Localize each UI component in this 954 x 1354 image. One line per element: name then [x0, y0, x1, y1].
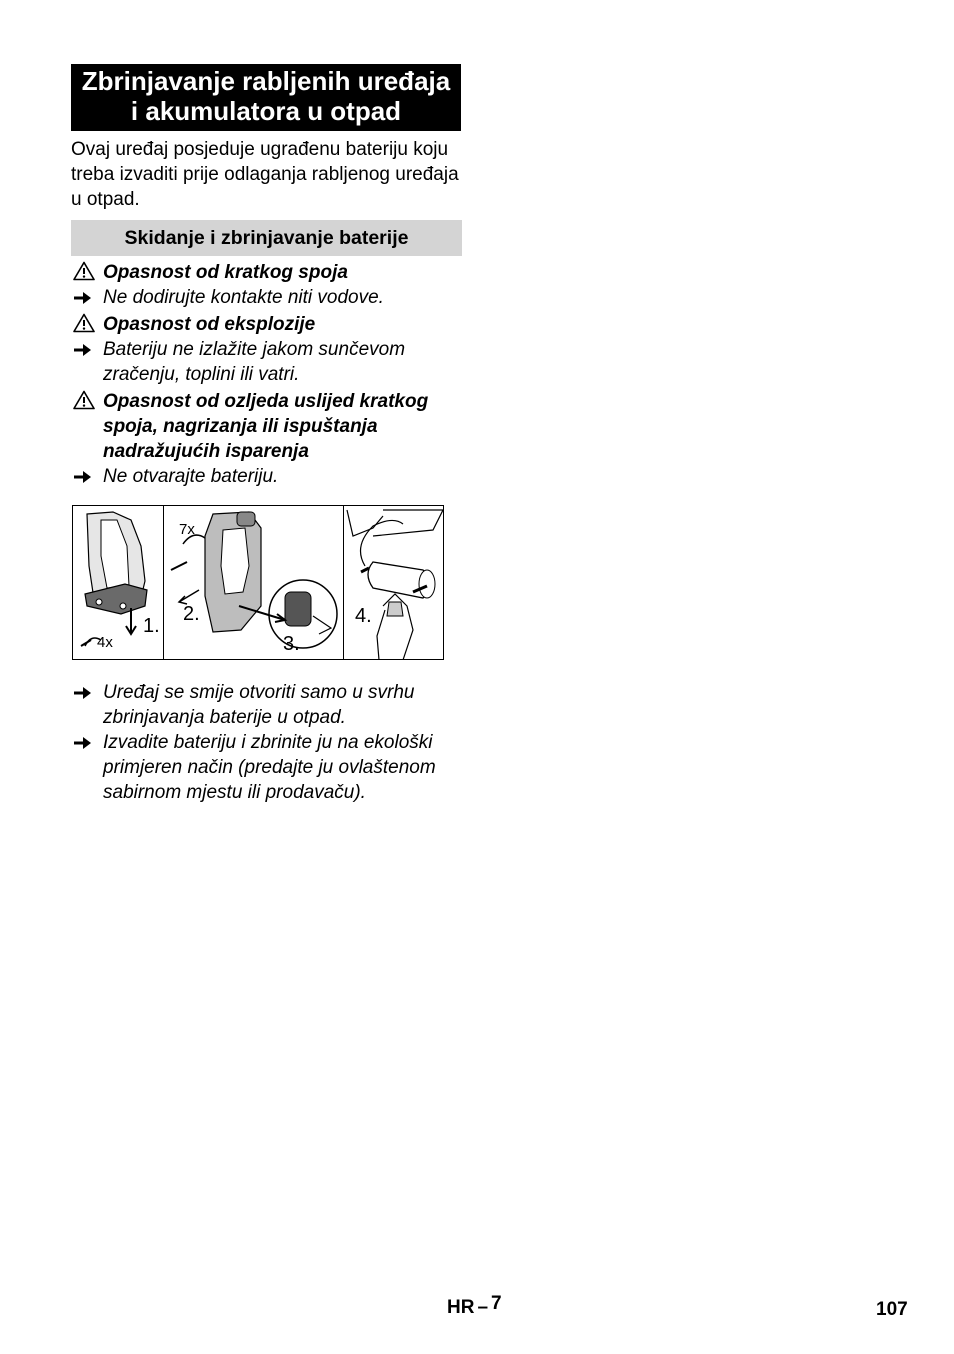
instruction-list: [71, 680, 461, 805]
page-number: 107: [876, 1299, 908, 1320]
section-heading: Skidanje i zbrinjavanje baterije: [71, 220, 462, 256]
warning-text: Opasnost od eksplozije: [103, 314, 316, 335]
instruction-list: [71, 260, 461, 489]
figure-illustration: [73, 506, 443, 659]
arrow-right-icon: [71, 464, 103, 489]
arrow-right-icon: [71, 680, 103, 730]
figure-step-label: 1.: [143, 615, 160, 637]
footer-dash: –: [477, 1297, 489, 1318]
warning-item: [71, 312, 461, 337]
step-text: Izvadite bateriju i zbrinite ju na ekološki primjeren način (predajte ju ovlaštenom sabirnom mjestu ili prodavaču).: [103, 732, 436, 803]
instruction-step: [71, 464, 461, 489]
footer-language: HR: [447, 1297, 475, 1318]
warning-text: Opasnost od ozljeda uslijed kratkog spoja, nagrizanja ili ispuštanja nadražujućih isparenja: [103, 391, 429, 462]
figure-screw-count: 7x: [179, 521, 195, 538]
warning-item: [71, 260, 461, 285]
figure-step-label: 4.: [355, 605, 372, 627]
warning-item: [71, 389, 461, 464]
arrow-right-icon: [71, 337, 103, 387]
page-title-line1: Zbrinjavanje rabljenih uređaja: [81, 66, 451, 96]
step-text: Ne dodirujte kontakte niti vodove.: [103, 287, 384, 308]
page-title-line2: i akumulatora u otpad: [130, 96, 402, 126]
instruction-step: [71, 337, 461, 387]
step-text: Uređaj se smije otvoriti samo u svrhu zbrinjavanja baterije u otpad.: [103, 682, 415, 728]
secondary-column: [71, 676, 461, 805]
warning-triangle-icon: [71, 260, 103, 285]
figure-step-label: 3.: [283, 633, 300, 655]
figure-step-label: 2.: [183, 603, 200, 625]
footer-section-number: 7: [491, 1293, 502, 1314]
instruction-step: [71, 730, 461, 805]
battery-removal-figure: [72, 505, 444, 660]
main-column: [71, 64, 461, 489]
instruction-step: [71, 285, 461, 310]
warning-text: Opasnost od kratkog spoja: [103, 262, 348, 283]
step-text: Bateriju ne izlažite jakom sunčevom zračenju, toplini ili vatri.: [103, 339, 406, 385]
figure-screw-count: 4x: [97, 634, 113, 651]
intro-paragraph: Ovaj uređaj posjeduje ugrađenu bateriju koju treba izvaditi prije odlaganja rabljenog uređaja u otpad.: [71, 139, 459, 210]
warning-triangle-icon: [71, 312, 103, 337]
arrow-right-icon: [71, 285, 103, 310]
warning-triangle-icon: [71, 389, 103, 464]
step-text: Ne otvarajte bateriju.: [103, 466, 279, 487]
page-title: [71, 64, 461, 131]
footer-section: [447, 1293, 502, 1319]
instruction-step: [71, 680, 461, 730]
arrow-right-icon: [71, 730, 103, 805]
